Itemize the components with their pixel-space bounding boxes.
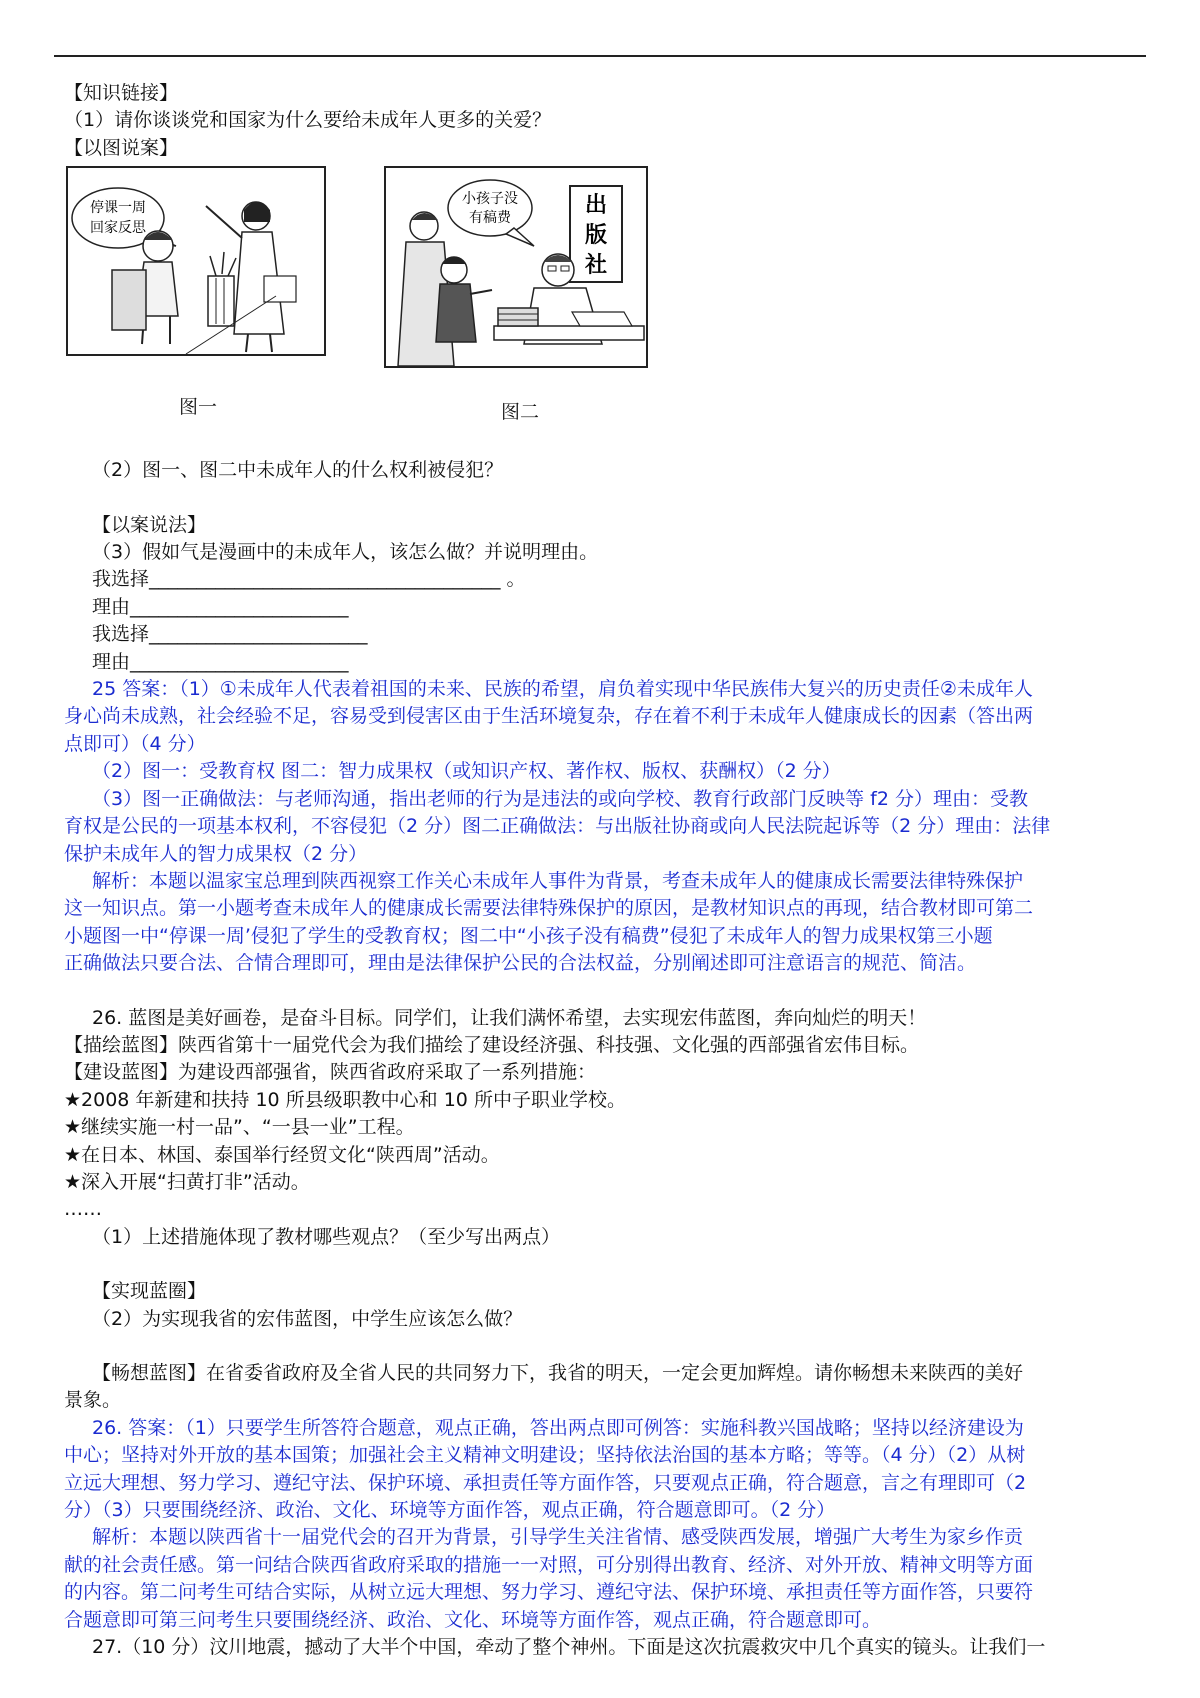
q26-question-2: （2）为实现我省的宏伟蓝图，中学生应该怎么做？ [92, 1307, 523, 1330]
q27-intro: 27.（10 分）汶川地震，撼动了大半个中国，牵动了整个神州。下面是这次抗震救灾中几个真实的镜头。让我们一 [92, 1636, 1046, 1659]
q25-analysis-line: 解析：本题以温家宝总理到陕西视察工作关心未成年人事件为背景，考查未成年人的健康成长需要法律特殊保护 [92, 869, 1024, 892]
q26-answer-line: 立远大理想、努力学习、遵纪守法、保护环境、承担责任等方面作答，只要观点正确，符合题意，言之有理即可（2 [64, 1471, 1027, 1494]
q25-analysis-line: 这一知识点。第一小题考查未成年人的健康成长需要法律特殊保护的原因，是教材知识点的再现，结合教材即可第二 [64, 897, 1034, 920]
q25-answer-3-line: 保护未成年人的智力成果权（2 分） [64, 842, 368, 865]
figure-1-caption: 图一 [179, 396, 218, 419]
q25-analysis-line: 小题图一中“停课一周’侵犯了学生的受教育权；图二中“小孩子没有稿费”侵犯了未成年人的智力成果权第三小题 [64, 924, 993, 947]
knowledge-header: 【知识链接】 [64, 82, 179, 104]
q26-measure: ★继续实施一村一品”、“一县一业”工程。 [64, 1116, 415, 1139]
q25-analysis-line: 正确做法只要合法、合情合理即可，理由是法律保护公民的合法权益，分别阐述即可注意语言的规范、简洁。 [64, 952, 977, 975]
q25-answer-line: 25 答案：（1）①未成年人代表着祖国的未来、民族的希望，肩负着实现中华民族伟大复兴的历史责任②未成年人 [92, 678, 1033, 701]
answer-blank-choice-2: 我选择_______________________ [92, 623, 368, 646]
q25-question-2: （2）图一、图二中未成年人的什么权利被侵犯？ [92, 459, 504, 482]
picture-header: 【以图说案】 [64, 136, 179, 159]
fig1-bubble-line-1: 停课一周 [90, 200, 146, 217]
q26-question-1: （1）上述措施体现了教材哪些观点？（至少写出两点） [92, 1225, 561, 1248]
q25-answer-3-line: 育权是公民的一项基本权利，不容侵犯（2 分）图二正确做法：与出版社协商或向人民法院起诉等（2 分）理由：法律 [64, 815, 1051, 838]
q26-analysis-line: 献的社会责任感。第一问结合陕西省政府采取的措施一一对照，可分别得出教育、经济、对外开放、精神文明等方面 [64, 1553, 1034, 1576]
cartoon-figure-2 [384, 166, 648, 376]
q26-analysis-line: 的内容。第二问考生可结合实际，从树立远大理想、努力学习、遵纪守法、保护环境、承担责任等方面作答，只要符 [64, 1581, 1034, 1604]
fig2-sign-char-1: 出 [584, 193, 608, 219]
q26-analysis-line: 解析：本题以陕西省十一届党代会的召开为背景，引导学生关注省情、感受陕西发展，增强广大考生为家乡作贡 [92, 1526, 1024, 1549]
fig2-bubble-line-1: 小孩子没 [462, 191, 518, 208]
q26-analysis-line: 合题意即可第三问考生只要围绕经济、政治、文化、环境等方面作答，观点正确，符合题意即可。 [64, 1608, 882, 1631]
q26-imagine-line: 景象。 [64, 1389, 122, 1412]
q25-answer-line: 身心尚未成熟，社会经验不足，容易受到侵害区由于生活环境复杂，存在着不利于未成年人健康成长的因素（答出两 [64, 705, 1034, 728]
fig2-bubble-line-2: 有稿费 [469, 210, 511, 227]
q25-answer-line: 点即可）（4 分） [64, 732, 206, 755]
fig2-sign-char-2: 版 [584, 223, 608, 249]
q26-answer-line: 26. 答案：（1）只要学生所答符合题意，观点正确，答出两点即可例答：实施科教兴国战略；坚持以经济建设为 [92, 1416, 1024, 1439]
q26-answer-line: 中心；坚持对外开放的基本国策；加强社会主义精神文明建设；坚持依法治国的基本方略；等等。（4 分）（2）从树 [64, 1444, 1026, 1467]
answer-blank-choice-1: 我选择_____________________________________ 。 [92, 568, 526, 591]
q26-answer-line: 分）（3）只要围绕经济、政治、文化、环境等方面作答，观点正确，符合题意即可。（2 分） [64, 1499, 836, 1522]
answer-blank-reason-2: 理由_______________________ [92, 650, 349, 673]
q26-measure: ★2008 年新建和扶持 10 所县级职教中心和 10 所中子职业学校。 [64, 1088, 626, 1111]
realize-header: 【实现蓝圈】 [92, 1280, 207, 1303]
q26-measure: ★深入开展“扫黄打非”活动。 [64, 1170, 310, 1193]
q26-build: 【建设蓝图】为建设西部强省，陕西省政府采取了一系列措施： [64, 1061, 597, 1084]
q25-question-3: （3）假如气是漫画中的未成年人，该怎么做？并说明理由。 [92, 541, 599, 564]
cartoon-figures [64, 166, 1154, 451]
fig1-bubble-line-2: 回家反思 [90, 220, 146, 237]
header-rule [54, 55, 1146, 57]
answer-blank-reason-1: 理由_______________________ [92, 595, 349, 618]
case-header: 【以案说法】 [92, 513, 207, 536]
document-body [64, 80, 1154, 1661]
q26-intro: 26. 蓝图是美好画卷，是奋斗目标。同学们，让我们满怀希望，去实现宏伟蓝图，奔向灿烂的明天！ [92, 1006, 927, 1029]
q26-measure: ★在日本、林国、泰国举行经贸文化“陕西周”活动。 [64, 1143, 500, 1166]
figure-2-caption: 图二 [501, 401, 540, 424]
q25-question-1: （1）请你谈谈党和国家为什么要给未成年人更多的关爱？ [64, 109, 552, 132]
q26-ellipsis: …… [64, 1198, 102, 1221]
q26-describe: 【描绘蓝图】陕西省第十一届党代会为我们描绘了建设经济强、科技强、文化强的西部强省宏伟目标。 [64, 1033, 920, 1056]
cartoon-figure-1 [66, 166, 326, 366]
q25-answer-3-line: （3）图一正确做法：与老师沟通，指出老师的行为是违法的或向学校、教育行政部门反映等 f2 分）理由：受教 [92, 787, 1028, 810]
fig2-sign-char-3: 社 [584, 253, 608, 279]
q25-answer-2: （2）图一：受教育权 图二：智力成果权（或知识产权、著作权、版权、获酬权）（2 分） [92, 760, 841, 783]
q26-imagine-line: 【畅想蓝图】在省委省政府及全省人民的共同努力下，我省的明天，一定会更加辉煌。请你畅想未来陕西的美好 [92, 1362, 1024, 1384]
